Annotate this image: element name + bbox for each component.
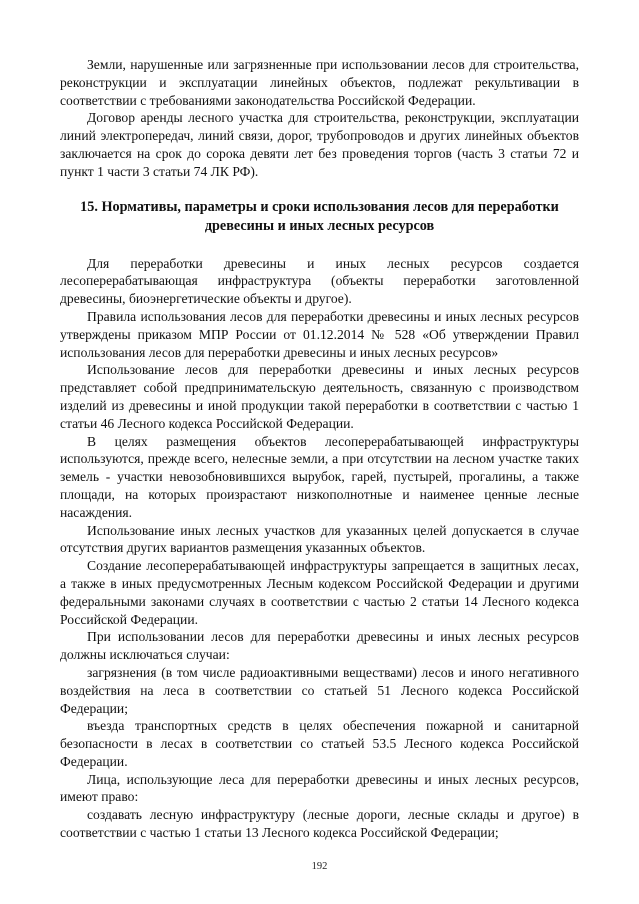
paragraph-rights: Лица, использующие леса для переработки древесины и иных лесных ресурсов, имеют право: [60,771,579,805]
page-number: 192 [311,861,328,872]
paragraph-vehicle-entry: въезда транспортных средств в целях обеспечения пожарной и санитарной безопасности в лесах в соответствии со статьей 53.5 Лесного кодекса Российской Федерации. [60,718,579,769]
paragraph-business-activity: Использование лесов для переработки древесины и иных лесных ресурсов представляет собой предпринимательскую деятельность, связанную с производством изделий из древесины и иной продукции такой переработки в соответствии с частью 1 статьи 46 Лесного кодекса Российской Федерации. [60,362,579,431]
paragraph-infrastructure-right: создавать лесную инфраструктуру (лесные дороги, лесные склады и другое) в соответствии с частью 1 статьи 13 Лесного кодекса Российской Федерации; [60,807,579,841]
paragraph-placement-lands: В целях размещения объектов лесоперерабатывающей инфраструктуры используются, прежде всего, нелесные земли, а при отсутствии на лесном участке таких земель - участки невозобновившихся вырубок, гарей, пустырей, прогалины, а также площади, на которых произрастают низкополнотные и наименее ценные лесные насаждения. [60,433,579,520]
paragraph-excluded-cases: При использовании лесов для переработки древесины и иных лесных ресурсов должны исключаться случаи: [60,629,579,663]
paragraph-lease-agreement: Договор аренды лесного участка для строительства, реконструкции, эксплуатации линий электропередач, линий связи, дорог, трубопроводов и других линейных объектов заключается на срок до сорока девяти лет без проведения торгов (часть 3 статьи 72 и пункт 1 части 3 статьи 74 ЛК РФ). [60,110,579,179]
paragraph-other-plots: Использование иных лесных участков для указанных целей допускается в случае отсутствия других вариантов размещения указанных объектов. [60,522,579,556]
section-heading: 15. Нормативы, параметры и сроки использования лесов для переработки древесины и иных лесных ресурсов [80,198,559,234]
paragraph-processing-infrastructure: Для переработки древесины и иных лесных ресурсов создается лесоперерабатывающая инфраструктура (объекты переработки заготовленной древесины, биоэнергетические объекты и другое). [60,255,579,307]
paragraph-land-reclamation: Земли, нарушенные или загрязненные при использовании лесов для строительства, реконструкции и эксплуатации линейных объектов, подлежат рекультивации в соответствии с требованиями законодательства Российской Федерации. [60,57,579,108]
paragraph-rules-approval: Правила использования лесов для переработки древесины и иных лесных ресурсов утверждены приказом МПР России от 01.12.2014 № 528 «Об утверждении Правил использования лесов для переработки древесины и иных лесных ресурсов» [60,308,579,360]
paragraph-protective-forests: Создание лесоперерабатывающей инфраструктуры запрещается в защитных лесах, а также в иных предусмотренных Лесным кодексом Российской Федерации и другими федеральными законами случаях в соответствии с частью 2 статьи 14 Лесного кодекса Российской Федерации. [60,558,579,627]
paragraph-pollution: загрязнения (в том числе радиоактивными веществами) лесов и иного негативного воздействия на леса в соответствии со статьей 51 Лесного кодекса Российской Федерации; [60,664,579,716]
